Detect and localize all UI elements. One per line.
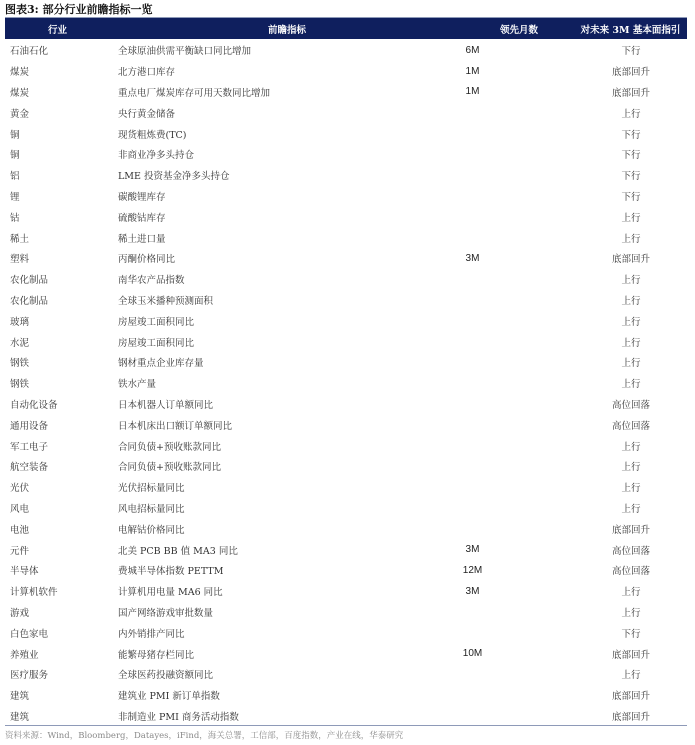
guidance-cell: 上行: [621, 316, 641, 328]
industry-cell: 计算机软件: [10, 587, 58, 599]
header-industry: 行业: [47, 24, 67, 36]
table-row: [5, 186, 687, 207]
industry-cell: 煤炭: [10, 87, 30, 99]
indicator-cell: 重点电厂煤炭库存可用天数同比增加: [118, 87, 271, 99]
table-row: [5, 331, 687, 352]
guidance-cell: 下行: [621, 628, 641, 640]
table-row: [5, 414, 687, 435]
industry-cell: 军工电子: [10, 441, 49, 453]
indicator-cell: 房屋竣工面积同比: [118, 316, 195, 328]
table-row: [5, 310, 687, 331]
guidance-cell: 上行: [621, 275, 641, 287]
indicator-cell: 国产网络游戏审批数量: [118, 607, 214, 619]
indicator-cell: 铁水产量: [118, 379, 157, 391]
industry-cell: 塑料: [10, 254, 30, 266]
table-header: [5, 17, 687, 39]
lead-months-cell: 1M: [465, 65, 480, 77]
bottom-divider: [5, 725, 687, 726]
industry-cell: 半导体: [10, 566, 39, 578]
industry-cell: 石油石化: [10, 46, 49, 58]
table-row: [5, 394, 687, 415]
lead-months-cell: 6M: [465, 44, 480, 56]
industry-cell: 电池: [10, 524, 30, 536]
guidance-cell: 下行: [621, 191, 641, 203]
indicator-cell: 钢材重点企业库存量: [118, 358, 204, 370]
indicator-cell: 费城半导体指数 PETTM: [118, 566, 224, 578]
industry-cell: 钴: [10, 212, 20, 224]
indicator-cell: 北美 PCB BB 值 MA3 同比: [118, 545, 238, 557]
indicator-cell: 合同负债+预收账款同比: [118, 462, 221, 474]
table-row: [5, 456, 687, 477]
table-row: [5, 664, 687, 685]
guidance-cell: 高位回落: [611, 545, 650, 557]
indicator-cell: 非商业净多头持仓: [118, 150, 195, 162]
guidance-cell: 上行: [621, 607, 641, 619]
header-guidance: 对未来 3M 基本面指引: [580, 24, 681, 36]
industry-cell: 锂: [10, 191, 20, 203]
guidance-cell: 高位回落: [611, 399, 650, 411]
table-row: [5, 290, 687, 311]
guidance-cell: 上行: [621, 108, 641, 120]
table-row: [5, 40, 687, 61]
lead-months-cell: 3M: [465, 252, 480, 264]
header-lead-months: 领先月数: [499, 24, 538, 36]
table-row: [5, 61, 687, 82]
table-row: [5, 622, 687, 643]
indicator-cell: 日本机器人订单额同比: [118, 399, 214, 411]
guidance-cell: 高位回落: [611, 420, 650, 432]
indicator-cell: 内外销排产同比: [118, 628, 185, 640]
table-row: [5, 518, 687, 539]
guidance-cell: 上行: [621, 483, 641, 495]
indicator-cell: 房屋竣工面积同比: [118, 337, 195, 349]
guidance-cell: 上行: [621, 233, 641, 245]
guidance-cell: 下行: [621, 150, 641, 162]
industry-cell: 白色家电: [10, 628, 49, 640]
indicator-cell: 全球原油供需平衡缺口同比增加: [118, 46, 252, 58]
guidance-cell: 上行: [621, 441, 641, 453]
industry-cell: 农化制品: [10, 295, 49, 307]
indicator-cell: 电解钴价格同比: [118, 524, 185, 536]
table-row: [5, 352, 687, 373]
indicator-cell: 计算机用电量 MA6 同比: [118, 587, 223, 599]
indicator-cell: 全球玉米播种预测面积: [118, 295, 214, 307]
industry-cell: 铝: [10, 171, 20, 183]
industry-cell: 自动化设备: [10, 399, 58, 411]
indicator-cell: 央行黄金储备: [118, 108, 176, 120]
guidance-cell: 底部回升: [611, 711, 650, 723]
table-row: [5, 581, 687, 602]
indicator-cell: 碳酸锂库存: [118, 191, 166, 203]
industry-cell: 水泥: [10, 337, 30, 349]
guidance-cell: 上行: [621, 503, 641, 515]
lead-months-cell: 12M: [462, 564, 483, 576]
table-row: [5, 602, 687, 623]
guidance-cell: 底部回升: [611, 254, 650, 266]
industry-cell: 钢铁: [10, 358, 30, 370]
guidance-cell: 底部回升: [611, 524, 650, 536]
indicator-cell: 非制造业 PMI 商务活动指数: [118, 711, 239, 723]
indicator-cell: 南华农产品指数: [118, 275, 185, 287]
industry-cell: 元件: [10, 545, 30, 557]
guidance-cell: 上行: [621, 587, 641, 599]
industry-cell: 铜: [10, 150, 20, 162]
indicator-cell: 硫酸钴库存: [118, 212, 166, 224]
lead-months-cell: 3M: [465, 544, 480, 556]
figure-title: 图表3: 部分行业前瞻指标一览: [5, 3, 153, 16]
table-row: [5, 477, 687, 498]
industry-cell: 风电: [10, 503, 30, 515]
industry-cell: 建筑: [10, 711, 30, 723]
table-row: [5, 685, 687, 706]
table-row: [5, 206, 687, 227]
indicator-cell: 建筑业 PMI 新订单指数: [118, 691, 220, 703]
indicator-table: [5, 17, 687, 726]
guidance-cell: 上行: [621, 358, 641, 370]
table-row: [5, 165, 687, 186]
industry-cell: 黄金: [10, 108, 30, 120]
table-row: [5, 227, 687, 248]
industry-cell: 钢铁: [10, 379, 30, 391]
industry-cell: 光伏: [10, 483, 30, 495]
indicator-cell: 能繁母猪存栏同比: [118, 649, 195, 661]
guidance-cell: 底部回升: [611, 67, 650, 79]
table-row: [5, 248, 687, 269]
industry-cell: 煤炭: [10, 67, 30, 79]
industry-cell: 玻璃: [10, 316, 30, 328]
guidance-cell: 下行: [621, 171, 641, 183]
industry-cell: 通用设备: [10, 420, 49, 432]
table-row: [5, 102, 687, 123]
indicator-cell: 合同负债+预收账款同比: [118, 441, 221, 453]
indicator-cell: 稀土进口量: [118, 233, 166, 245]
guidance-cell: 底部回升: [611, 87, 650, 99]
indicator-cell: 日本机床出口额订单额同比: [118, 420, 233, 432]
table-row: [5, 144, 687, 165]
indicator-cell: 丙酮价格同比: [118, 254, 176, 266]
lead-months-cell: 10M: [462, 648, 483, 659]
guidance-cell: 底部回升: [611, 649, 650, 661]
table-row: [5, 269, 687, 290]
industry-cell: 医疗服务: [10, 670, 49, 682]
industry-cell: 航空装备: [10, 462, 49, 474]
lead-months-cell: 1M: [465, 86, 480, 98]
indicator-cell: LME 投资基金净多头持仓: [118, 171, 230, 183]
table-row: [5, 123, 687, 144]
industry-cell: 稀土: [10, 233, 30, 245]
guidance-cell: 上行: [621, 337, 641, 349]
industry-cell: 建筑: [10, 691, 30, 703]
indicator-cell: 风电招标量同比: [118, 503, 185, 515]
indicator-cell: 北方港口库存: [118, 67, 176, 79]
guidance-cell: 下行: [621, 129, 641, 141]
indicator-cell: 全球医药投融资额同比: [118, 670, 214, 682]
guidance-cell: 上行: [621, 670, 641, 682]
table-row: [5, 498, 687, 519]
lead-months-cell: 3M: [465, 585, 480, 597]
guidance-cell: 上行: [621, 462, 641, 474]
guidance-cell: 上行: [621, 295, 641, 307]
guidance-cell: 上行: [621, 212, 641, 224]
guidance-cell: 底部回升: [611, 691, 650, 703]
table-row: [5, 560, 687, 581]
indicator-cell: 光伏招标量同比: [118, 483, 185, 495]
table-row: [5, 373, 687, 394]
header-indicator: 前瞻指标: [267, 24, 306, 36]
table-body: [5, 40, 687, 726]
guidance-cell: 高位回落: [611, 566, 650, 578]
industry-cell: 铜: [10, 129, 20, 141]
guidance-cell: 下行: [621, 46, 641, 58]
source-note: 资料来源：Wind，Bloomberg，Datayes，iFind，海关总署，工信部，百度指数，产业在线，华泰研究: [5, 731, 404, 741]
indicator-cell: 现货粗炼费(TC): [118, 129, 187, 141]
industry-cell: 游戏: [10, 607, 30, 619]
table-row: [5, 643, 687, 664]
table-row: [5, 539, 687, 560]
table-row: [5, 435, 687, 456]
table-row: [5, 82, 687, 103]
guidance-cell: 上行: [621, 379, 641, 391]
table-row: [5, 706, 687, 727]
industry-cell: 农化制品: [10, 275, 49, 287]
industry-cell: 养殖业: [10, 649, 39, 661]
